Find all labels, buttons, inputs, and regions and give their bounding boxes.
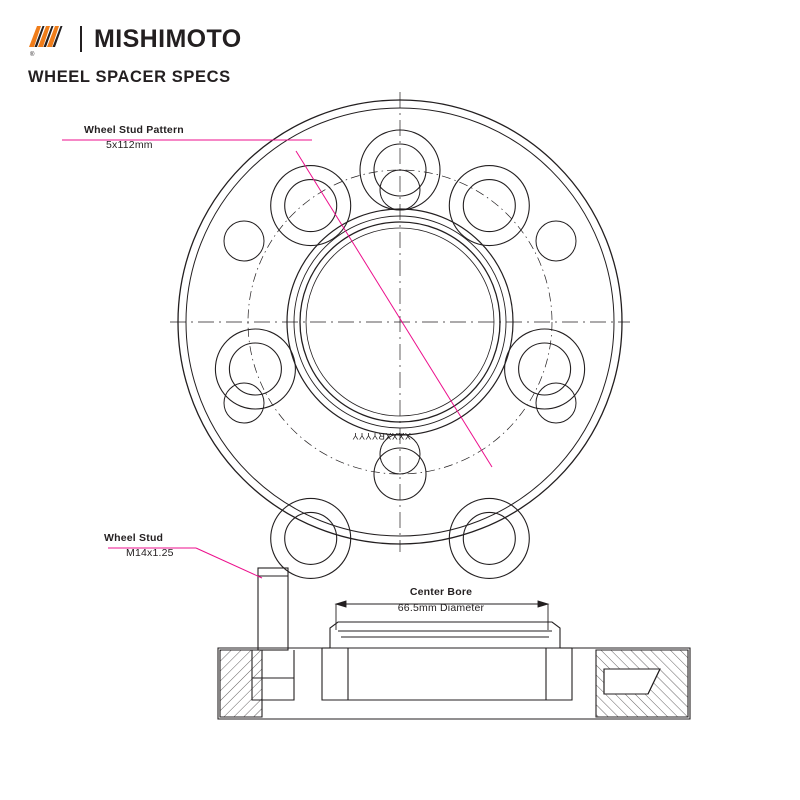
callout-wheel-stud [104, 532, 174, 559]
callout-wheel-stud-pattern [84, 124, 184, 151]
engraving-text: XXXXRYYYY [352, 431, 411, 441]
callout-center-bore [336, 586, 546, 614]
top-view-centerlines [170, 92, 630, 552]
callout-center-bore-title: Center Bore [409, 586, 473, 598]
callout-center-bore-value: 66.5mm Diameter [397, 602, 485, 614]
callout-wheel-stud-value: M14x1.25 [126, 547, 174, 559]
page-title: WHEEL SPACER SPECS [28, 68, 231, 86]
brand-name: MISHIMOTO [94, 24, 242, 53]
callout-wheel-stud-pattern-title: Wheel Stud Pattern [84, 124, 184, 136]
callout-wheel-stud-title: Wheel Stud [104, 532, 164, 544]
top-view [170, 92, 630, 578]
registered-trademark-mark: ® [30, 52, 35, 58]
callout-wheel-stud-pattern-value: 5x112mm [106, 139, 153, 151]
